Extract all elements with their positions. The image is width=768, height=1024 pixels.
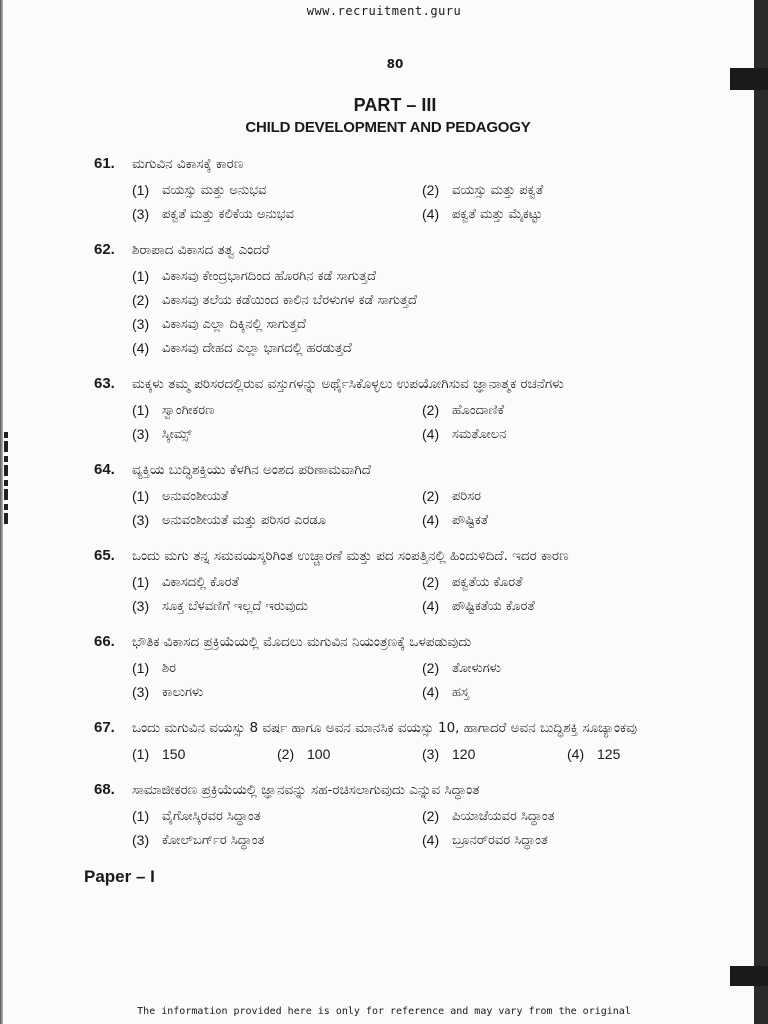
option-number: (2) bbox=[422, 488, 440, 504]
option-row bbox=[132, 680, 768, 704]
option-text: ವಿಕಾಸದಲ್ಲಿ ಕೊರತೆ bbox=[162, 574, 240, 590]
question-number: 66. bbox=[94, 633, 115, 650]
answer-option bbox=[132, 268, 652, 284]
option-text: ವೈಗೋಸ್ಕಿರವರ ಸಿದ್ಧಾಂತ bbox=[162, 808, 261, 824]
answer-option bbox=[132, 746, 277, 762]
option-number: (1) bbox=[132, 182, 150, 198]
answer-option bbox=[422, 182, 712, 198]
option-row bbox=[132, 828, 768, 852]
question-text: ಶಿರಾಪಾದ ವಿಕಾಸದ ತತ್ವ ಎಂದರೆ bbox=[132, 242, 270, 258]
answer-option bbox=[422, 832, 712, 848]
answer-option bbox=[132, 808, 422, 824]
option-number: (4) bbox=[132, 340, 150, 356]
question-text: ಭೌತಿಕ ವಿಕಾಸದ ಪ್ರಕ್ರಿಯೆಯಲ್ಲಿ ಮೊದಲು ಮಗುವಿನ ನಿಯಂತ್ರಣಕ್ಕೆ ಒಳಪಡುವುದು bbox=[132, 634, 472, 650]
option-text: ಕೋಲ್‌ಬರ್ಗ್‌ರ ಸಿದ್ಧಾಂತ bbox=[162, 832, 265, 848]
option-row bbox=[132, 570, 768, 594]
option-text: ಪಕ್ವತೆ ಮತ್ತು ಕಲಿಕೆಯ ಅನುಭವ bbox=[162, 206, 294, 222]
option-text: ಅನುವಂಶೀಯತೆ bbox=[162, 488, 229, 504]
option-number: (3) bbox=[132, 684, 150, 700]
question-stem bbox=[0, 546, 768, 570]
answer-option bbox=[422, 660, 712, 676]
question-0 bbox=[0, 154, 768, 226]
option-text: ತೋಳುಗಳು bbox=[452, 660, 501, 676]
option-text: ವಿಕಾಸವು ದೇಹದ ಎಲ್ಲಾ ಭಾಗದಲ್ಲಿ ಹರಡುತ್ತದೆ bbox=[162, 340, 352, 356]
option-text: ಸ್ವಾಂಗೀಕರಣ bbox=[162, 402, 215, 418]
option-number: (1) bbox=[132, 402, 150, 418]
answer-option bbox=[567, 746, 712, 762]
paper-label: Paper – I bbox=[84, 867, 155, 886]
option-text: ವಯಸ್ಸು ಮತ್ತು ಪಕ್ವತೆ bbox=[452, 182, 544, 198]
answer-option bbox=[132, 426, 422, 442]
option-number: (2) bbox=[422, 182, 440, 198]
option-number: (2) bbox=[132, 292, 150, 308]
answer-option bbox=[422, 574, 712, 590]
option-row bbox=[132, 288, 768, 312]
question-stem bbox=[0, 154, 768, 178]
option-row bbox=[132, 508, 768, 532]
option-number: (2) bbox=[422, 402, 440, 418]
option-number: (4) bbox=[422, 684, 440, 700]
option-list bbox=[132, 398, 768, 446]
option-number: (2) bbox=[277, 746, 295, 762]
question-stem bbox=[0, 240, 768, 264]
option-row bbox=[132, 312, 768, 336]
question-3 bbox=[0, 460, 768, 532]
option-number: (3) bbox=[132, 512, 150, 528]
option-number: (3) bbox=[132, 832, 150, 848]
option-list bbox=[132, 570, 768, 618]
option-row bbox=[132, 202, 768, 226]
option-number: (2) bbox=[422, 660, 440, 676]
option-text: ವಿಕಾಸವು ಎಲ್ಲಾ ದಿಕ್ಕಿನಲ್ಲಿ ಸಾಗುತ್ತದೆ bbox=[162, 316, 306, 332]
option-text: ಸಮತೋಲನ bbox=[452, 426, 507, 442]
question-4 bbox=[0, 546, 768, 618]
part-title: PART – III bbox=[353, 95, 437, 115]
question-text: ಸಾಮಾಜೀಕರಣ ಪ್ರಕ್ರಿಯೆಯಲ್ಲಿ ಜ್ಞಾನವನ್ನು ಸಹ-ರಚಿಸಲಾಗುವುದು ಎನ್ನುವ ಸಿದ್ಧಾಂತ bbox=[132, 782, 480, 798]
answer-option bbox=[422, 598, 712, 614]
option-number: (1) bbox=[132, 660, 150, 676]
answer-option bbox=[132, 512, 422, 528]
option-text: ವಿಕಾಸವು ಕೇಂದ್ರಭಾಗದಿಂದ ಹೊರಗಿನ ಕಡೆ ಸಾಗುತ್ತದೆ bbox=[162, 268, 377, 284]
page-number: 80 bbox=[386, 57, 404, 71]
option-list bbox=[132, 178, 768, 226]
option-number: (4) bbox=[422, 206, 440, 222]
option-number: (1) bbox=[132, 574, 150, 590]
option-number: (4) bbox=[422, 598, 440, 614]
option-text: 125 bbox=[597, 746, 621, 762]
option-number: (1) bbox=[132, 488, 150, 504]
option-text: ಹೊಂದಾಣಿಕೆ bbox=[452, 402, 505, 418]
answer-option bbox=[132, 402, 422, 418]
question-text: ಮಗುವಿನ ವಿಕಾಸಕ್ಕೆ ಕಾರಣ bbox=[132, 156, 244, 172]
option-number: (4) bbox=[422, 512, 440, 528]
option-list bbox=[132, 656, 768, 704]
option-text: ಪಿಯಾಜೆಯವರ ಸಿದ್ಧಾಂತ bbox=[452, 808, 555, 824]
option-text: ಪಕ್ವತೆಯ ಕೊರತೆ bbox=[452, 574, 523, 590]
answer-option bbox=[132, 660, 422, 676]
answer-option bbox=[132, 182, 422, 198]
question-number: 63. bbox=[94, 375, 115, 392]
option-text: ಪಕ್ವತೆ ಮತ್ತು ಮೈಕಟ್ಟು bbox=[452, 206, 543, 222]
question-stem bbox=[0, 460, 768, 484]
answer-option bbox=[422, 808, 712, 824]
answer-option bbox=[132, 832, 422, 848]
option-text: 150 bbox=[162, 746, 186, 762]
answer-option bbox=[422, 402, 712, 418]
question-6 bbox=[0, 718, 768, 766]
question-text: ಮಕ್ಕಳು ತಮ್ಮ ಪರಿಸರದಲ್ಲಿರುವ ವಸ್ತುಗಳನ್ನು ಅರ್ಥೈಸಿಕೊಳ್ಳಲು ಉಪಯೋಗಿಸುವ ಜ್ಞಾನಾತ್ಮಕ ರಚನೆಗಳು bbox=[132, 376, 564, 392]
option-list bbox=[132, 264, 768, 360]
option-text: 100 bbox=[307, 746, 331, 762]
option-row bbox=[132, 422, 768, 446]
option-list bbox=[132, 804, 768, 852]
answer-option bbox=[132, 598, 422, 614]
question-list bbox=[0, 154, 768, 866]
option-number: (4) bbox=[567, 746, 585, 762]
option-text: ಅನುವಂಶೀಯತೆ ಮತ್ತು ಪರಿಸರ ಎರಡೂ bbox=[162, 512, 326, 528]
section-title: CHILD DEVELOPMENT AND PEDAGOGY bbox=[245, 119, 531, 136]
option-text: ಸೂಕ್ತ ಬೆಳವಣಿಗೆ ಇಲ್ಲದೆ ಇರುವುದು bbox=[162, 598, 309, 614]
question-number: 62. bbox=[94, 241, 115, 258]
question-number: 67. bbox=[94, 719, 115, 736]
question-7 bbox=[0, 780, 768, 852]
option-row bbox=[132, 484, 768, 508]
question-stem bbox=[0, 632, 768, 656]
option-number: (4) bbox=[422, 832, 440, 848]
option-number: (3) bbox=[132, 206, 150, 222]
option-text: ಪರಿಸರ bbox=[452, 488, 481, 504]
question-2 bbox=[0, 374, 768, 446]
option-row bbox=[132, 398, 768, 422]
question-text: ಒಂದು ಮಗು ತನ್ನ ಸಮವಯಸ್ಕರಿಗಿಂತ ಉಚ್ಚಾರಣೆ ಮತ್ತು ಪದ ಸಂಪತ್ತಿನಲ್ಲಿ ಹಿಂದುಳಿದಿದೆ. ಇದರ ಕಾರಣ bbox=[132, 548, 569, 564]
option-row bbox=[132, 656, 768, 680]
answer-option bbox=[422, 426, 712, 442]
question-number: 64. bbox=[94, 461, 115, 478]
option-number: (3) bbox=[422, 746, 440, 762]
option-row bbox=[132, 742, 768, 766]
answer-option bbox=[422, 684, 712, 700]
source-url: www.recruitment.guru bbox=[306, 4, 462, 18]
option-text: ಸ್ಕೀಮ್ಸ್ bbox=[162, 426, 192, 442]
answer-option bbox=[132, 316, 652, 332]
question-text: ವ್ಯಕ್ತಿಯ ಬುದ್ಧಿಶಕ್ತಿಯು ಕೆಳಗಿನ ಅಂಶದ ಪರಿಣಾಮವಾಗಿದೆ bbox=[132, 462, 372, 478]
option-text: ಪೌಷ್ಟಿಕತೆ bbox=[452, 512, 489, 528]
option-list bbox=[132, 484, 768, 532]
question-number: 68. bbox=[94, 781, 115, 798]
option-row bbox=[132, 804, 768, 828]
option-row bbox=[132, 336, 768, 360]
option-list bbox=[132, 742, 768, 766]
option-text: ವಯಸ್ಸು ಮತ್ತು ಅನುಭವ bbox=[162, 182, 267, 198]
option-number: (2) bbox=[422, 574, 440, 590]
option-row bbox=[132, 178, 768, 202]
option-number: (3) bbox=[132, 316, 150, 332]
answer-option bbox=[132, 684, 422, 700]
question-number: 65. bbox=[94, 547, 115, 564]
answer-option bbox=[422, 488, 712, 504]
option-number: (3) bbox=[132, 426, 150, 442]
answer-option bbox=[132, 206, 422, 222]
option-text: ಪೌಷ್ಟಿಕತೆಯ ಕೊರತೆ bbox=[452, 598, 535, 614]
option-number: (1) bbox=[132, 268, 150, 284]
answer-option bbox=[422, 512, 712, 528]
option-number: (1) bbox=[132, 808, 150, 824]
option-text: ವಿಕಾಸವು ತಲೆಯ ಕಡೆಯಿಂದ ಕಾಲಿನ ಬೆರಳುಗಳ ಕಡೆ ಸಾಗುತ್ತದೆ bbox=[162, 292, 417, 308]
question-stem bbox=[0, 374, 768, 398]
answer-option bbox=[422, 746, 567, 762]
option-text: ಹಸ್ತ bbox=[452, 684, 470, 700]
option-row bbox=[132, 264, 768, 288]
question-number: 61. bbox=[94, 155, 115, 172]
question-1 bbox=[0, 240, 768, 360]
option-text: 120 bbox=[452, 746, 476, 762]
answer-option bbox=[132, 574, 422, 590]
question-text: ಒಂದು ಮಗುವಿನ ವಯಸ್ಸು 8 ವರ್ಷ ಹಾಗೂ ಅವನ ಮಾನಸಿಕ ವಯಸ್ಸು 10, ಹಾಗಾದರೆ ಅವನ ಬುದ್ಧಿಶಕ್ತಿ ಸೂಚ್ಯಾಂಕವು bbox=[132, 720, 638, 736]
option-number: (4) bbox=[422, 426, 440, 442]
option-number: (1) bbox=[132, 746, 150, 762]
question-stem bbox=[0, 718, 768, 742]
question-stem bbox=[0, 780, 768, 804]
option-row bbox=[132, 594, 768, 618]
question-5 bbox=[0, 632, 768, 704]
answer-option bbox=[132, 340, 652, 356]
answer-option bbox=[132, 488, 422, 504]
option-text: ಶಿರ bbox=[162, 660, 177, 676]
option-text: ಕಾಲುಗಳು bbox=[162, 684, 204, 700]
option-number: (2) bbox=[422, 808, 440, 824]
answer-option bbox=[422, 206, 712, 222]
answer-option bbox=[277, 746, 422, 762]
answer-option bbox=[132, 292, 652, 308]
option-number: (3) bbox=[132, 598, 150, 614]
option-text: ಬ್ರೂನರ್‌ರವರ ಸಿದ್ಧಾಂತ bbox=[452, 832, 548, 848]
footer-disclaimer: The information provided here is only for reference and may vary from the original bbox=[137, 1006, 631, 1017]
